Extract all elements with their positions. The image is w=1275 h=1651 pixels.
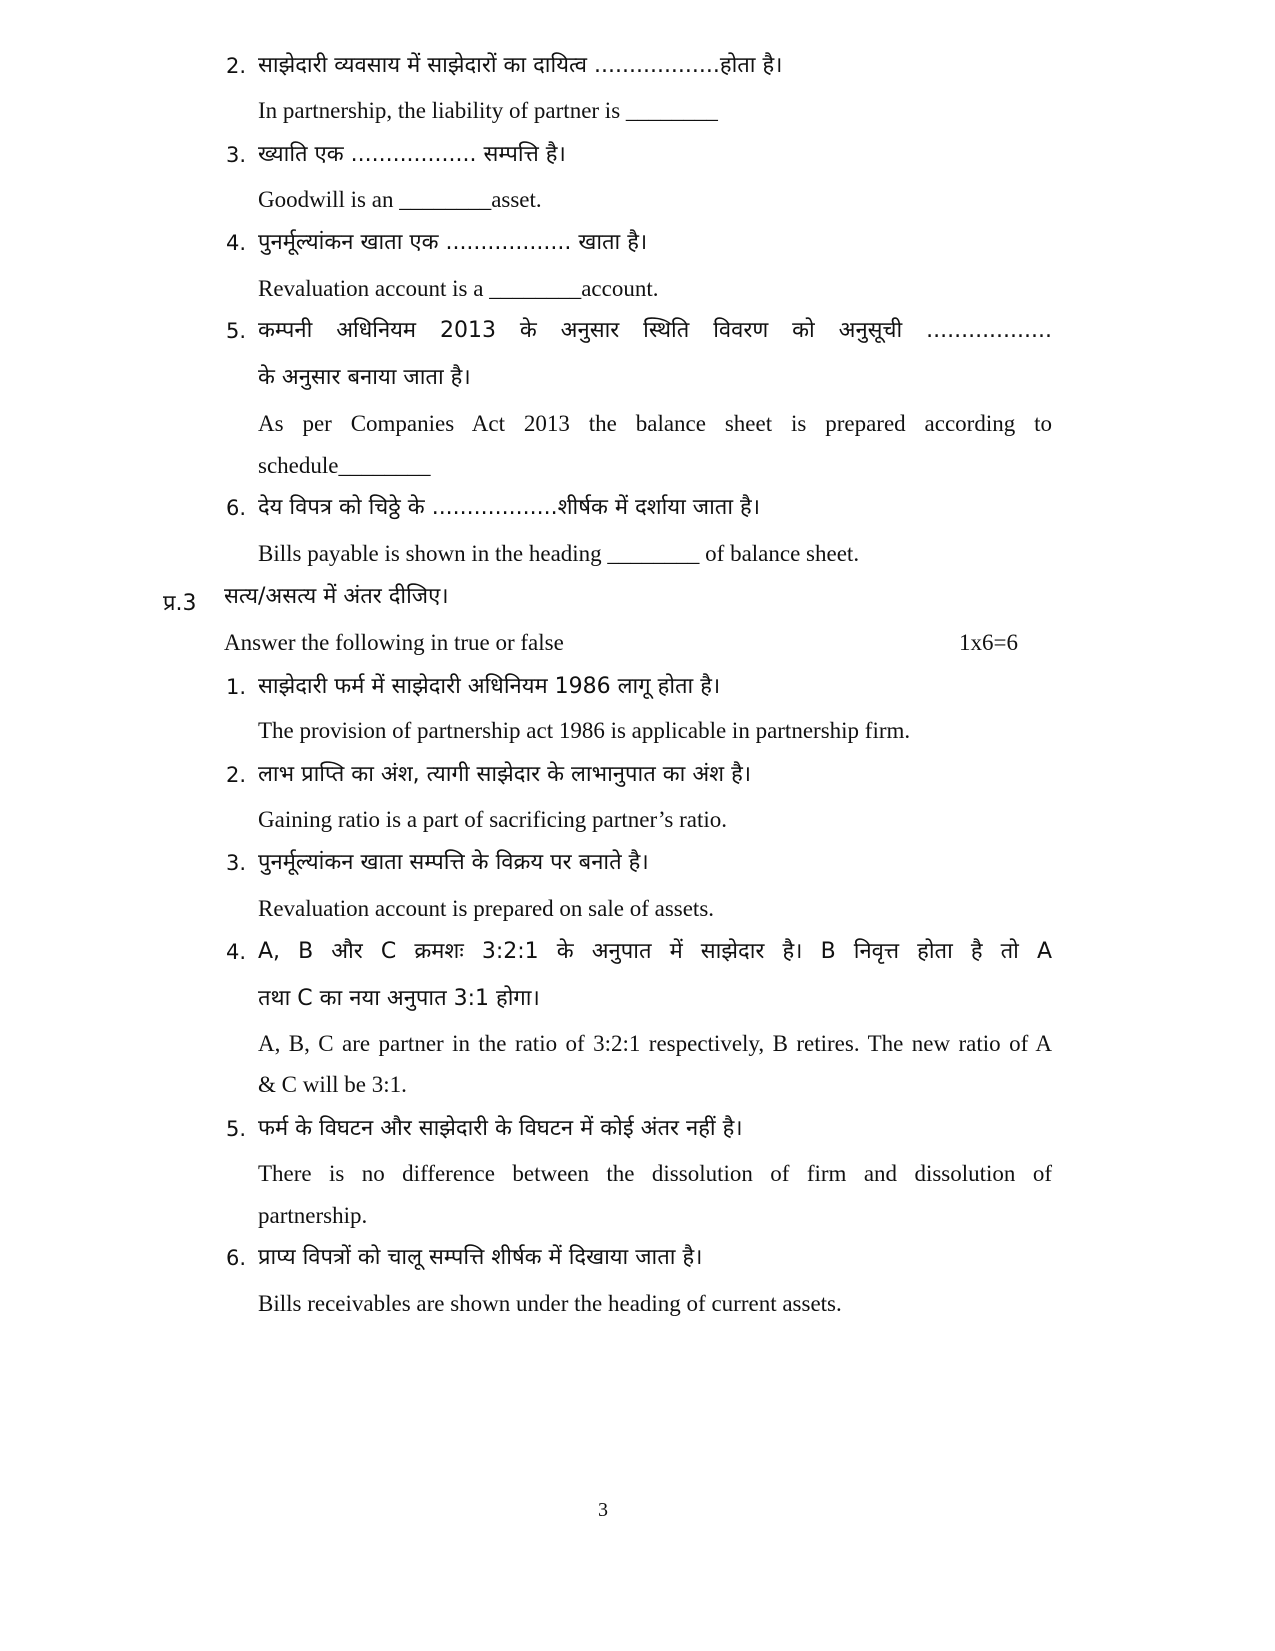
page-number: 3 [598,1499,608,1521]
statement-english: Revaluation account is prepared on sale of assets. [258,896,715,921]
statement-english-continued: & C will be 3:1. [258,1072,407,1097]
item-number: 4. [226,231,247,255]
statement-hindi: साझेदारी फर्म में साझेदारी अधिनियम 1986 लागू होता है। [258,674,721,699]
item-number: 1. [226,675,247,699]
question-hindi: कम्पनी अधिनियम 2013 के अनुसार स्थिति विवरण को अनुसूची .................. [258,318,1052,343]
question-hindi: ख्याति एक .................. सम्पत्ति है। [258,142,566,167]
statement-english: Gaining ratio is a part of sacrificing partner’s ratio. [258,807,727,832]
question-english: As per Companies Act 2013 the balance sheet is prepared according to [258,411,1052,436]
question-english: Bills payable is shown in the heading ________ of balance sheet. [258,541,860,566]
item-number: 6. [226,496,247,520]
statement-hindi: लाभ प्राप्ति का अंश, त्यागी साझेदार के लाभानुपात का अंश है। [258,762,752,787]
statement-english: There is no difference between the dissolution of firm and dissolution of [258,1161,1052,1186]
question-hindi-continued: के अनुसार बनाया जाता है। [258,365,471,390]
statement-hindi: फर्म के विघटन और साझेदारी के विघटन में कोई अंतर नहीं है। [258,1116,743,1141]
item-number: 2. [226,54,247,78]
statement-english: The provision of partnership act 1986 is applicable in partnership firm. [258,718,911,743]
question-hindi: पुनर्मूल्यांकन खाता एक .................. खाता है। [258,230,648,255]
question-title-hindi: सत्य/असत्य में अंतर दीजिए। [224,584,449,609]
question-english: Revaluation account is a ________account. [258,276,659,301]
item-number: 4. [226,940,247,964]
item-number: 2. [226,763,247,787]
statement-english: A, B, C are partner in the ratio of 3:2:1 respectively, B retires. The new ratio of A [258,1031,1052,1056]
statement-english-continued: partnership. [258,1203,368,1228]
question-hindi: साझेदारी व्यवसाय में साझेदारों का दायित्व ..................होता है। [258,53,783,78]
item-number: 5. [226,1117,247,1141]
marks-allocation: 1x6=6 [959,630,1018,655]
statement-hindi-continued: तथा C का नया अनुपात 3:1 होगा। [258,986,540,1011]
statement-hindi: A, B और C क्रमशः 3:2:1 के अनुपात में साझेदार है। B निवृत्त होता है तो A [258,939,1052,964]
item-number: 3. [226,851,247,875]
question-english: In partnership, the liability of partner is ________ [258,98,718,123]
item-number: 6. [226,1246,247,1270]
item-number: 3. [226,143,247,167]
question-english-continued: schedule________ [258,453,431,478]
question-english: Goodwill is an ________asset. [258,187,542,212]
statement-english: Bills receivables are shown under the heading of current assets. [258,1291,842,1316]
item-number: 5. [226,319,247,343]
question-title-english: Answer the following in true or false [224,630,564,655]
question-hindi: देय विपत्र को चिठ्ठे के ..................शीर्षक में दर्शाया जाता है। [258,495,761,520]
statement-hindi: प्राप्य विपत्रों को चालू सम्पत्ति शीर्षक में दिखाया जाता है। [258,1245,703,1270]
statement-hindi: पुनर्मूल्यांकन खाता सम्पत्ति के विक्रय पर बनाते है। [258,850,649,875]
question-label: प्र.3 [163,591,197,616]
